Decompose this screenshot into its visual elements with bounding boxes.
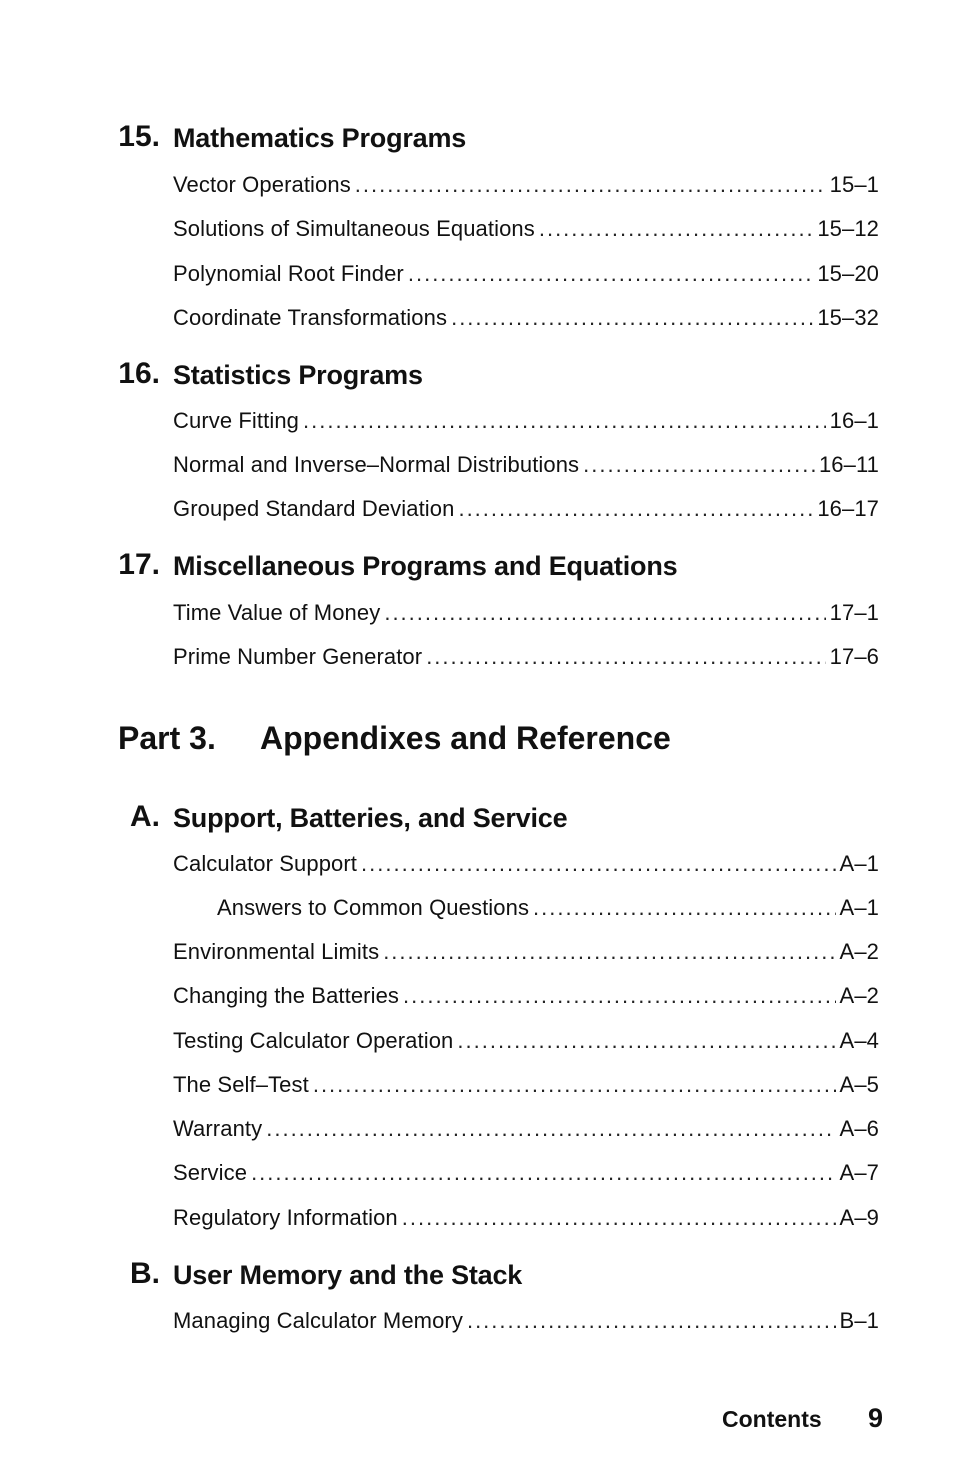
toc-entry[interactable] [173,939,879,969]
toc-entry-text: Vector Operations [173,172,351,197]
chapter-title: User Memory and the Stack [173,1260,523,1290]
toc-entry[interactable] [173,261,879,291]
toc-entry-text: Managing Calculator Memory [173,1308,463,1333]
dot-leader [408,261,813,287]
toc-entry[interactable] [173,983,879,1013]
toc-entry[interactable] [173,1072,879,1102]
toc-entry-text: Polynomial Root Finder [173,261,404,286]
toc-entry-page: 15–1 [829,172,879,197]
dot-leader [403,983,836,1009]
toc-entry[interactable] [173,1028,879,1058]
dot-leader [384,600,825,626]
dot-leader [467,1308,836,1334]
toc-entry-page: B–1 [839,1308,879,1333]
toc-entry-page: A–2 [839,939,879,964]
dot-leader [457,1028,835,1054]
toc-entry[interactable] [217,895,879,925]
toc-entry-page: 15–32 [817,305,879,330]
toc-entry-text: The Self–Test [173,1072,309,1097]
dot-leader [361,851,836,877]
dot-leader [583,452,815,478]
toc-entry-page: 17–1 [829,600,879,625]
dot-leader [355,172,826,198]
toc-entry[interactable] [173,305,879,335]
dot-leader [458,496,813,522]
chapter-title: Support, Batteries, and Service [173,803,568,833]
toc-entry-text: Calculator Support [173,851,358,876]
toc-entry-page: A–6 [839,1116,879,1141]
footer-page-number: 9 [868,1403,884,1433]
toc-entry[interactable] [173,644,879,674]
toc-entry[interactable] [173,1308,879,1338]
toc-entry-text: Testing Calculator Operation [173,1028,454,1053]
toc-entry-page: A–9 [839,1205,879,1230]
toc-entry-page: A–1 [839,895,879,920]
chapter-title: Statistics Programs [173,360,423,390]
part-label: Part 3. [118,720,216,756]
toc-entry[interactable] [173,408,879,438]
toc-entry-text: Changing the Batteries [173,983,400,1008]
toc-entry[interactable] [173,600,879,630]
toc-entry-text: Normal and Inverse–Normal Distributions [173,452,580,477]
toc-entry-page: A–7 [839,1160,879,1185]
chapter-title: Mathematics Programs [173,123,467,153]
toc-entry-page: A–2 [839,983,879,1008]
toc-entry-page: 17–6 [829,644,879,669]
dot-leader [266,1116,835,1142]
toc-entry-text: Time Value of Money [173,600,381,625]
toc-entry[interactable] [173,172,879,202]
toc-entry-text: Answers to Common Questions [217,895,530,920]
toc-entry-text: Service [173,1160,248,1185]
toc-entry[interactable] [173,1116,879,1146]
toc-entry[interactable] [173,496,879,526]
chapter-number: 15. [118,120,160,153]
dot-leader [539,216,813,242]
toc-entry-text: Coordinate Transformations [173,305,448,330]
chapter-number: A. [130,800,160,833]
toc-entry[interactable] [173,1160,879,1190]
toc-entry-page: 16–17 [817,496,879,521]
toc-entry[interactable] [173,851,879,881]
toc-entry-page: 15–12 [817,216,879,241]
footer-section-label: Contents [722,1406,822,1432]
toc-entry-text: Solutions of Simultaneous Equations [173,216,535,241]
toc-entry-text: Warranty [173,1116,263,1141]
dot-leader [426,644,825,670]
dot-leader [533,895,836,921]
chapter-title: Miscellaneous Programs and Equations [173,551,678,581]
dot-leader [402,1205,836,1231]
toc-entry-page: 16–1 [829,408,879,433]
toc-entry-text: Prime Number Generator [173,644,423,669]
toc-entry-text: Grouped Standard Deviation [173,496,455,521]
part-title: Appendixes and Reference [260,720,671,756]
toc-entry[interactable] [173,216,879,246]
dot-leader [303,408,826,434]
toc-entry-page: 16–11 [818,452,879,477]
toc-entry-page: A–1 [839,851,879,876]
toc-entry-page: 15–20 [817,261,879,286]
toc-entry-text: Environmental Limits [173,939,380,964]
chapter-number: B. [130,1257,160,1290]
dot-leader [251,1160,835,1186]
chapter-number: 17. [118,548,160,581]
dot-leader [313,1072,836,1098]
toc-entry[interactable] [173,1205,879,1235]
dot-leader [451,305,813,331]
toc-entry-text: Regulatory Information [173,1205,398,1230]
toc-entry-text: Curve Fitting [173,408,300,433]
toc-entry[interactable] [173,452,879,482]
dot-leader [383,939,835,965]
chapter-number: 16. [118,357,160,390]
toc-entry-page: A–4 [839,1028,879,1053]
toc-entry-page: A–5 [839,1072,879,1097]
